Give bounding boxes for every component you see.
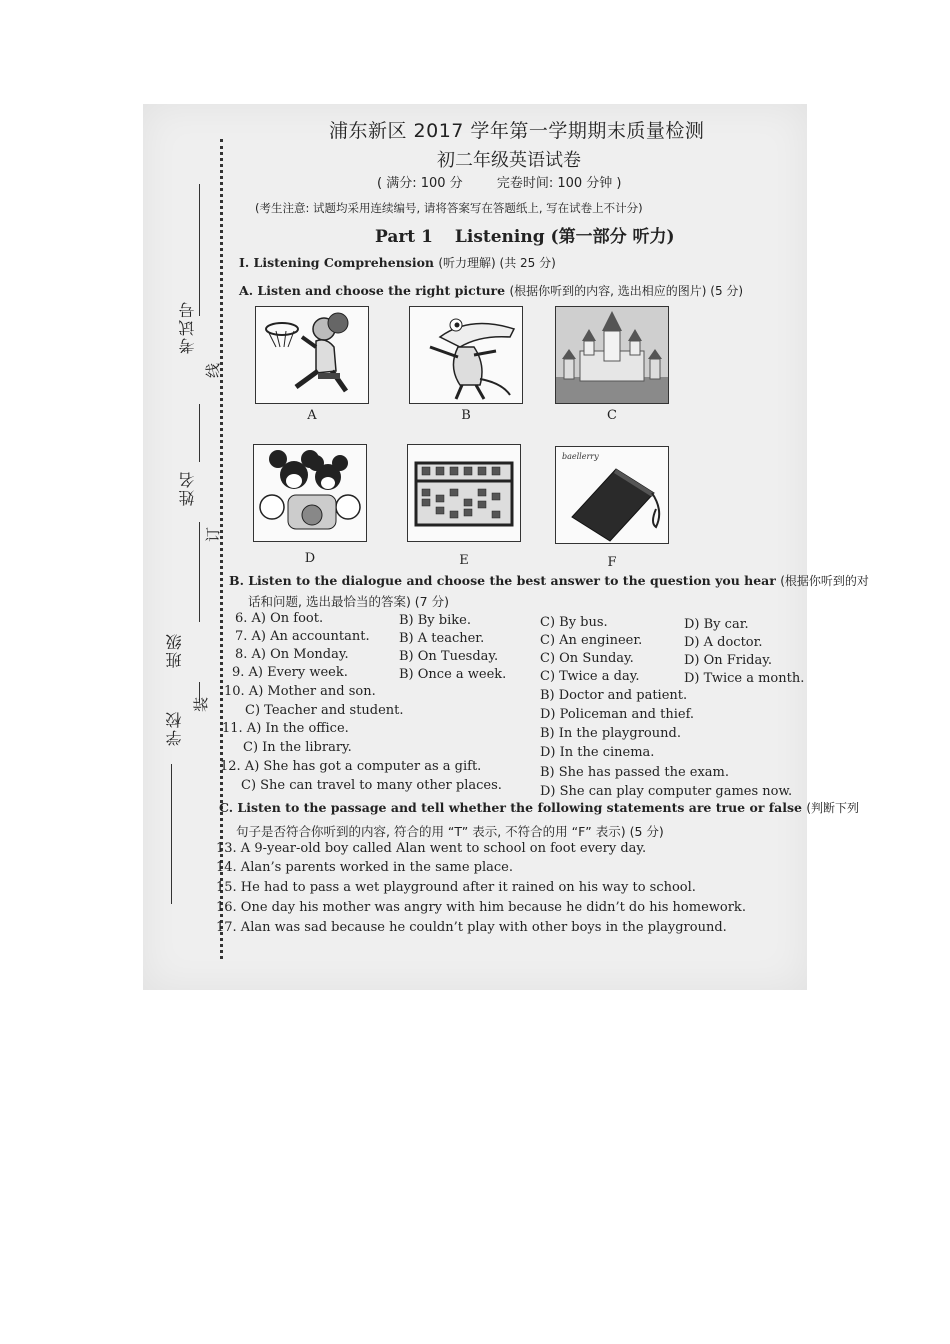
- binding-char-xian: 线: [204, 362, 223, 379]
- exam-title: 浦东新区 2017 学年第一学期期末质量检测: [329, 120, 705, 142]
- school-line: [171, 764, 172, 904]
- picture-b-crocodile: [409, 306, 523, 404]
- exam-sheet: [143, 104, 869, 990]
- q7-option-c: C) An engineer.: [540, 633, 643, 648]
- part-heading: [375, 222, 675, 247]
- castle-icon: [556, 307, 668, 403]
- cartoon-characters-icon: [254, 445, 366, 541]
- section-b-heading: [229, 572, 869, 589]
- picture-f-wallet: [555, 446, 669, 544]
- exam-subtitle: 初二年级英语试卷: [437, 150, 581, 171]
- full-marks: ( 满分: 100 分: [377, 176, 463, 191]
- section-c-heading: [219, 799, 859, 816]
- name-label: 姓名: [178, 470, 197, 506]
- picture-d-cartoon-characters: [253, 444, 367, 542]
- q8-option-c: C) On Sunday.: [540, 651, 634, 666]
- picture-a-label: A: [307, 408, 317, 423]
- q12-option-d: D) She can play computer games now.: [540, 784, 793, 799]
- q10-option-b: B) Doctor and patient.: [540, 688, 688, 703]
- q6-option-c: C) By bus.: [540, 615, 608, 630]
- q11-option-a: 11. A) In the office.: [222, 721, 349, 736]
- exam-no-label: 考试号: [178, 300, 197, 354]
- section-c-label: C. Listen to the passage and tell whether the following statements are true or false: [219, 800, 802, 815]
- section-a-heading: [239, 282, 743, 299]
- school-label: 学校: [165, 710, 184, 746]
- picture-d-label: D: [304, 551, 316, 566]
- q11-option-b: B) In the playground.: [540, 726, 681, 741]
- picture-e-abacus: [407, 444, 521, 542]
- picture-e-label: E: [459, 553, 469, 568]
- binding-char-ding: 订: [204, 526, 223, 543]
- q9-option-c: C) Twice a day.: [540, 669, 640, 684]
- statement-14: 14. Alan’s parents worked in the same place.: [216, 860, 513, 875]
- section-b-heading-line2: 话和问题, 选出最恰当的答案) (7 分): [248, 594, 449, 609]
- q7-option-a: 7. A) An accountant.: [235, 629, 370, 644]
- abacus-icon: [408, 445, 520, 541]
- q9-option-a: 9. A) Every week.: [232, 665, 348, 680]
- q6-option-d: D) By car.: [684, 617, 749, 632]
- section-b-cn: (根据你听到的对: [780, 574, 869, 588]
- section-c-heading-line2: 句子是否符合你听到的内容, 符合的用 “T” 表示, 不符合的用 “F” 表示) (5 分): [236, 824, 664, 839]
- name-line: [199, 522, 200, 622]
- q8-option-b: B) On Tuesday.: [399, 649, 499, 664]
- name-line-upper: [199, 404, 200, 462]
- q12-option-a: 12. A) She has got a computer as a gift.: [220, 759, 482, 774]
- picture-a-basketball: [255, 306, 369, 404]
- q9-option-d: D) Twice a month.: [684, 671, 805, 686]
- part-label: Part 1: [375, 227, 433, 247]
- statement-16: 16. One day his mother was angry with him because he didn’t do his homework.: [216, 900, 746, 915]
- q9-option-b: B) Once a week.: [399, 667, 507, 682]
- q8-option-a: 8. A) On Monday.: [235, 647, 349, 662]
- q10-option-a: 10. A) Mother and son.: [224, 684, 376, 699]
- q12-option-b: B) She has passed the exam.: [540, 765, 730, 780]
- basketball-player-icon: [256, 307, 368, 403]
- section-1-heading: [239, 254, 556, 271]
- picture-b-label: B: [461, 408, 471, 423]
- q6-option-b: B) By bike.: [399, 613, 471, 628]
- binding-dotted-line: [220, 139, 223, 959]
- exam-info: [377, 172, 651, 191]
- q6-option-a: 6. A) On foot.: [235, 611, 324, 626]
- cartoon-crocodile-icon: [410, 307, 522, 403]
- section-1-label: I. Listening Comprehension: [239, 255, 435, 270]
- exam-notice: (考生注意: 试题均采用连续编号, 请将答案写在答题纸上, 写在试卷上不计分): [255, 201, 643, 215]
- q8-option-d: D) On Friday.: [684, 653, 773, 668]
- picture-c-castle: [555, 306, 669, 404]
- q7-option-b: B) A teacher.: [399, 631, 485, 646]
- q11-option-c: C) In the library.: [243, 740, 352, 755]
- class-label: 班级: [165, 632, 184, 668]
- picture-c-label: C: [607, 408, 617, 423]
- statement-13: 13. A 9-year-old boy called Alan went to school on foot every day.: [216, 841, 647, 856]
- wallet-brand-text: baellerry: [562, 452, 599, 461]
- binding-char-zhuang: 装: [192, 696, 211, 713]
- q7-option-d: D) A doctor.: [684, 635, 763, 650]
- exam-no-line: [199, 184, 200, 316]
- statement-17: 17. Alan was sad because he couldn’t play with other boys in the playground.: [216, 920, 727, 935]
- q11-option-d: D) In the cinema.: [540, 745, 655, 760]
- time-limit: 完卷时间: 100 分钟 ): [496, 176, 622, 191]
- picture-f-label: F: [607, 555, 617, 570]
- part-title: Listening (第一部分 听力): [454, 227, 675, 247]
- section-c-cn: (判断下列: [806, 801, 860, 815]
- section-b-label: B. Listen to the dialogue and choose the best answer to the question you hear: [229, 573, 776, 588]
- section-1-cn: (听力理解) (共 25 分): [438, 256, 556, 270]
- wallet-icon: [556, 447, 668, 543]
- section-a-cn: (根据你听到的内容, 选出相应的图片) (5 分): [509, 284, 744, 298]
- statement-15: 15. He had to pass a wet playground after it rained on his way to school.: [216, 880, 696, 895]
- section-a-label: A. Listen and choose the right picture: [239, 283, 506, 298]
- q10-option-d: D) Policeman and thief.: [540, 707, 695, 722]
- q10-option-c: C) Teacher and student.: [245, 703, 404, 718]
- q12-option-c: C) She can travel to many other places.: [241, 778, 502, 793]
